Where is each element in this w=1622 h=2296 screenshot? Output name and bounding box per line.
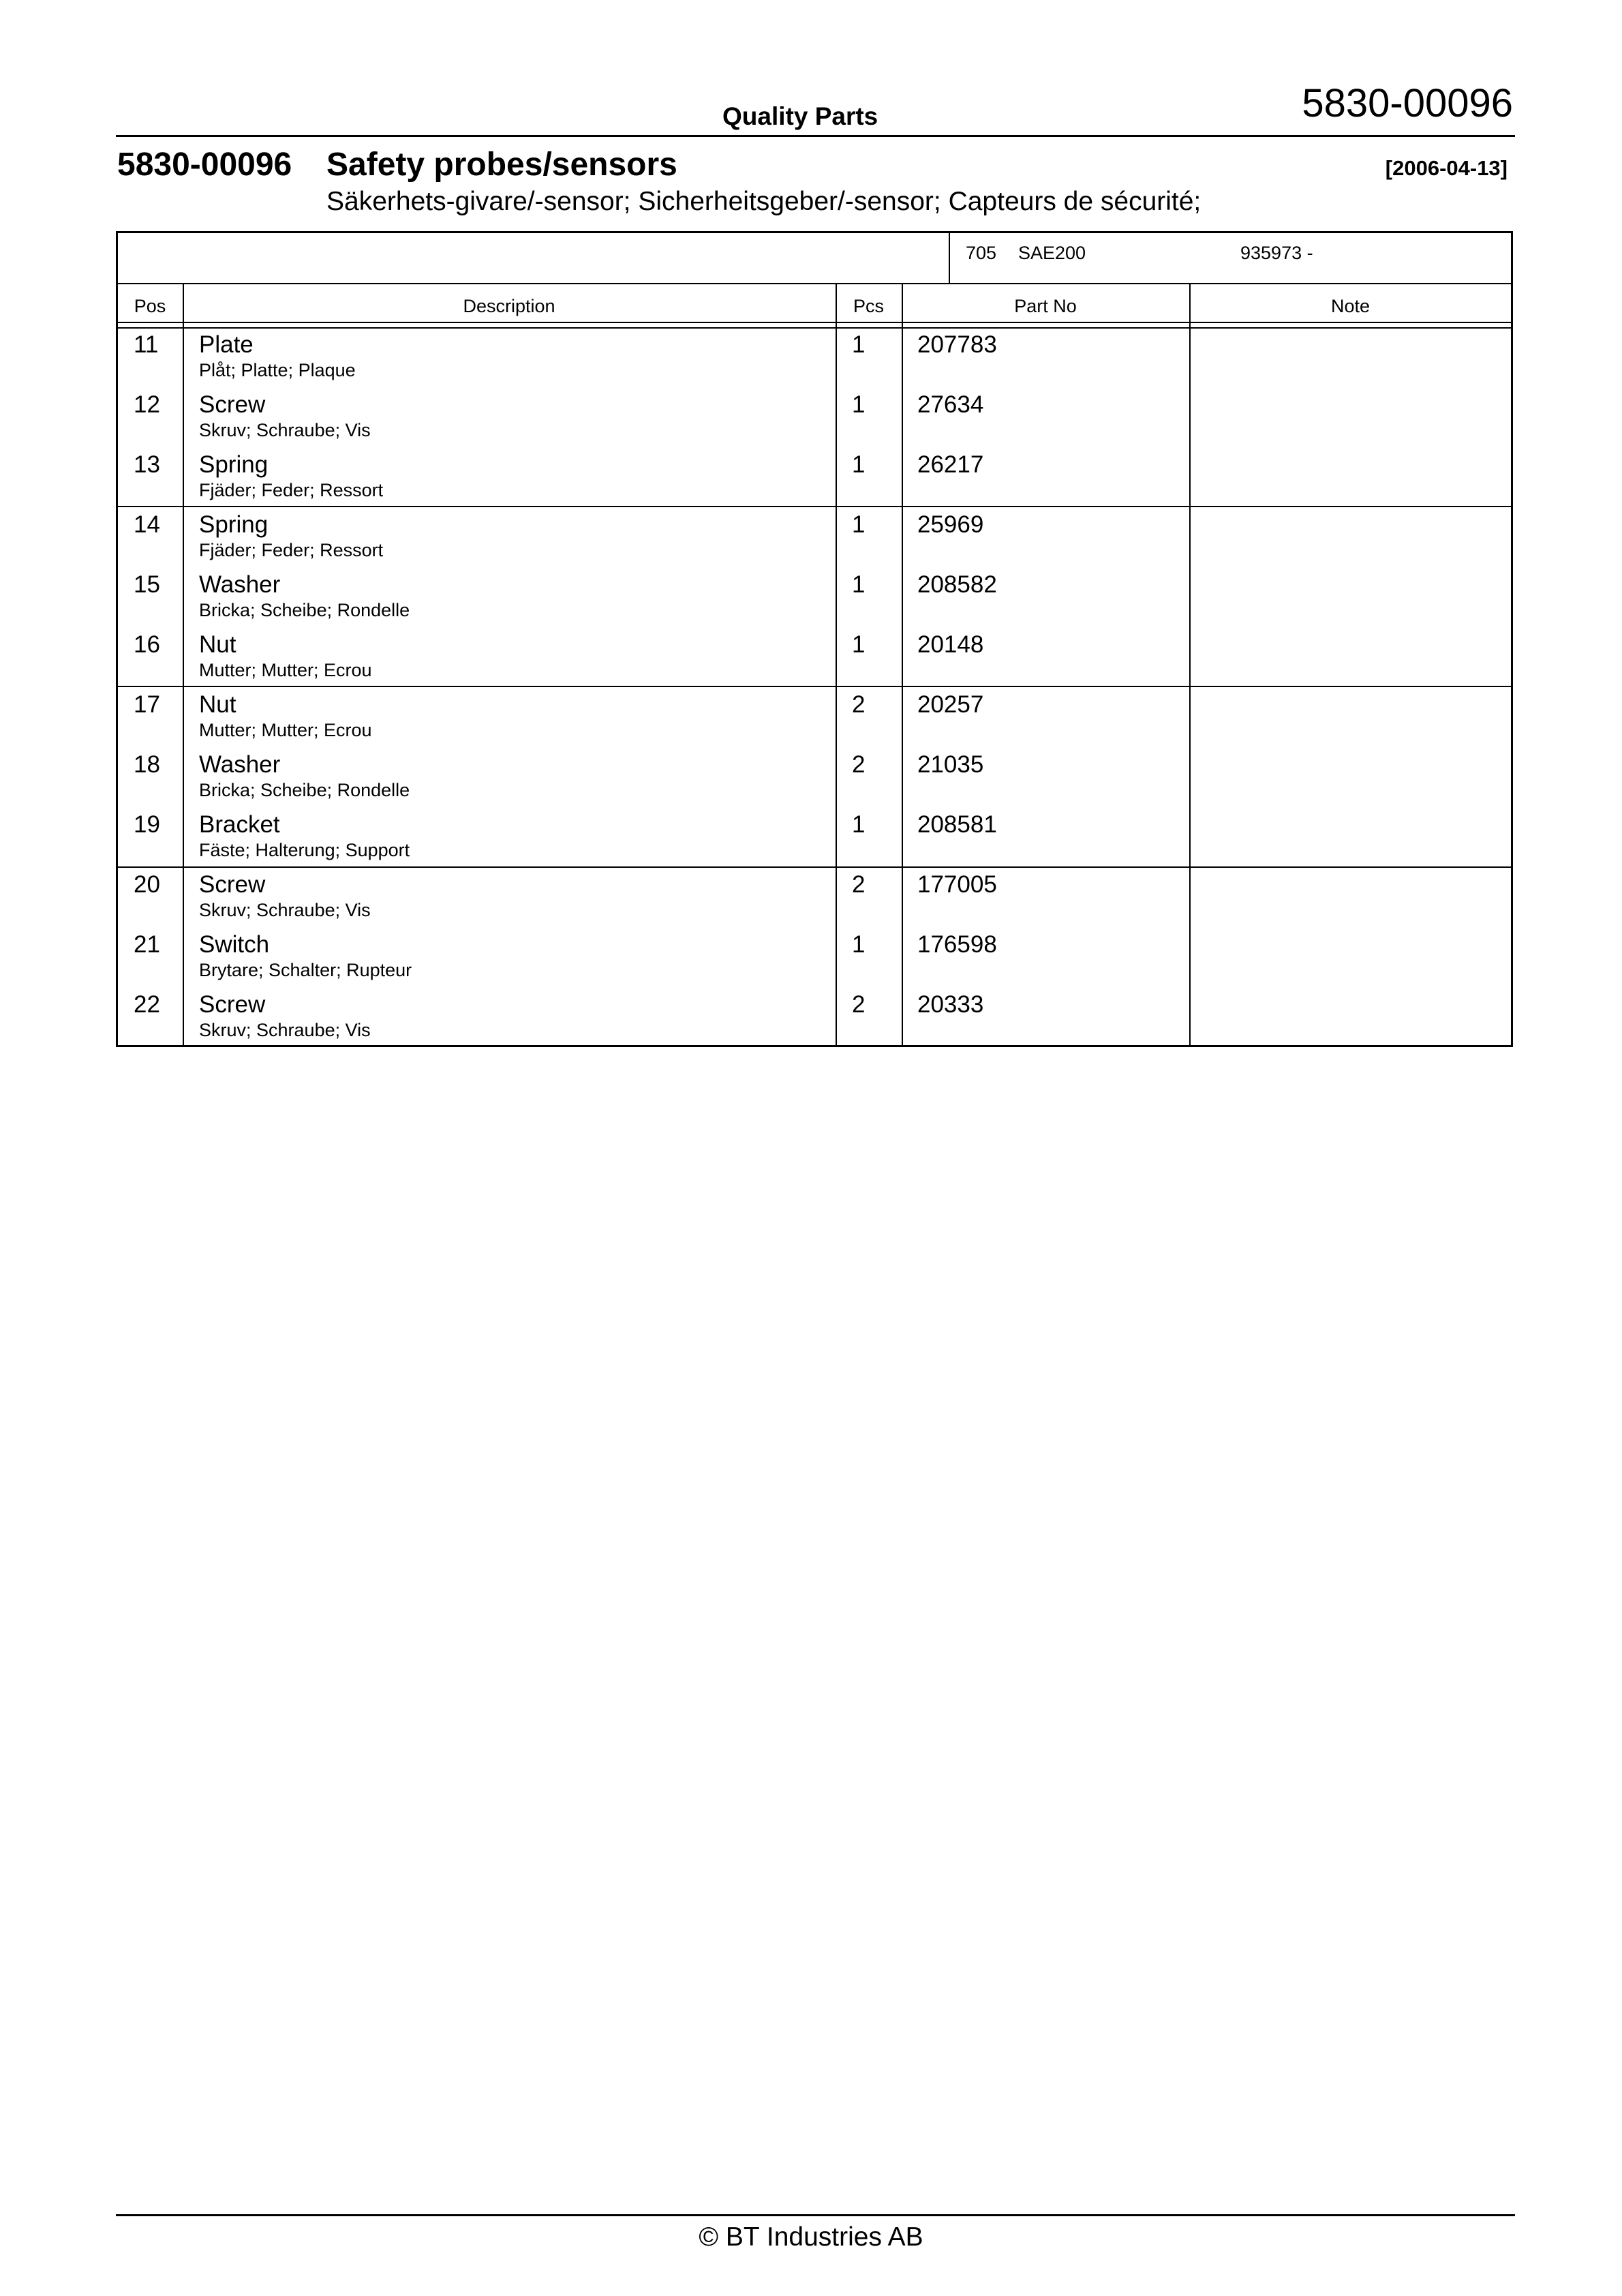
row-part-no: 208582 [917, 571, 997, 598]
row-translation: Plåt; Platte; Plaque [199, 360, 356, 380]
row-pcs: 1 [852, 331, 866, 358]
row-translation: Skruv; Schraube; Vis [199, 1020, 371, 1040]
row-part-no: 207783 [917, 331, 997, 358]
row-translation: Brytare; Schalter; Rupteur [199, 960, 412, 980]
row-part-no: 26217 [917, 451, 984, 478]
row-translation: Fjäder; Feder; Ressort [199, 480, 384, 500]
row-pcs: 1 [852, 511, 866, 538]
row-part-no: 208581 [917, 811, 997, 838]
row-description: Washer [199, 571, 281, 598]
row-description: Spring [199, 511, 269, 538]
row-description: Bracket [199, 811, 280, 838]
row-pcs: 1 [852, 571, 866, 598]
row-translation: Mutter; Mutter; Ecrou [199, 720, 372, 740]
column-header-divider [117, 322, 1512, 323]
footer-copyright: © BT Industries AB [699, 2222, 923, 2252]
column-header-pos: Pos [134, 296, 166, 316]
row-part-no: 176598 [917, 931, 997, 958]
row-part-no: 177005 [917, 871, 997, 898]
section-code: 5830-00096 [117, 147, 292, 183]
column-header-note: Note [1330, 296, 1371, 316]
page-header-title: Quality Parts [722, 102, 878, 130]
column-header-part-no: Part No [1014, 296, 1077, 316]
row-translation: Skruv; Schraube; Vis [199, 900, 371, 920]
model-name: SAE200 [1018, 243, 1086, 263]
row-pcs: 2 [852, 871, 866, 898]
column-divider-part-no [1189, 283, 1191, 1046]
parts-table [116, 231, 1513, 1047]
row-translation: Fjäder; Feder; Ressort [199, 540, 384, 560]
row-part-no: 25969 [917, 511, 984, 538]
row-pos: 11 [134, 331, 159, 358]
row-pcs: 1 [852, 391, 866, 418]
row-description: Screw [199, 871, 266, 898]
row-description: Switch [199, 931, 270, 958]
row-pcs: 1 [852, 931, 866, 958]
model-row-divider [117, 283, 1512, 284]
row-part-no: 20148 [917, 631, 984, 658]
row-translation: Mutter; Mutter; Ecrou [199, 660, 372, 680]
model-cell-divider [949, 232, 950, 283]
column-header-description: Description [463, 296, 555, 316]
model-number: 705 [966, 243, 997, 263]
row-pos: 17 [134, 691, 160, 718]
row-translation: Fäste; Halterung; Support [199, 840, 410, 860]
group-divider [117, 686, 1512, 687]
row-pos: 13 [134, 451, 160, 478]
row-pos: 12 [134, 391, 160, 418]
page-doc-number: 5830-00096 [1302, 81, 1513, 125]
model-serial: 935973 - [1240, 243, 1313, 263]
section-title: Safety probes/sensors [326, 147, 677, 183]
column-header-pcs: Pcs [853, 296, 884, 316]
group-divider [117, 506, 1512, 507]
row-pos: 21 [134, 931, 160, 958]
row-pcs: 2 [852, 691, 866, 718]
row-description: Washer [199, 751, 281, 778]
row-description: Screw [199, 991, 266, 1018]
row-description: Nut [199, 631, 236, 658]
row-translation: Bricka; Scheibe; Rondelle [199, 780, 410, 800]
column-divider-pcs [902, 283, 903, 1046]
row-pos: 20 [134, 871, 160, 898]
row-description: Plate [199, 331, 254, 358]
row-translation: Bricka; Scheibe; Rondelle [199, 600, 410, 620]
row-description: Nut [199, 691, 236, 718]
section-subtitle: Säkerhets-givare/-sensor; Sicherheitsgeber/-sensor; Capteurs de sécurité; [326, 187, 1202, 216]
section-date: [2006-04-13] [1385, 156, 1508, 180]
header-divider [116, 135, 1515, 137]
row-part-no: 20333 [917, 991, 984, 1018]
column-divider-pos [183, 283, 184, 1046]
row-pos: 15 [134, 571, 160, 598]
row-pcs: 1 [852, 811, 866, 838]
row-pos: 22 [134, 991, 160, 1018]
row-pcs: 1 [852, 451, 866, 478]
row-pos: 18 [134, 751, 160, 778]
row-pos: 14 [134, 511, 160, 538]
column-divider-description [836, 283, 837, 1046]
row-part-no: 27634 [917, 391, 984, 418]
column-header-divider-2 [117, 327, 1512, 329]
row-part-no: 21035 [917, 751, 984, 778]
group-divider [117, 866, 1512, 868]
row-part-no: 20257 [917, 691, 984, 718]
row-pcs: 2 [852, 991, 866, 1018]
row-description: Spring [199, 451, 269, 478]
row-pcs: 1 [852, 631, 866, 658]
row-pos: 19 [134, 811, 160, 838]
row-pos: 16 [134, 631, 160, 658]
row-description: Screw [199, 391, 266, 418]
row-translation: Skruv; Schraube; Vis [199, 420, 371, 440]
footer-divider [116, 2214, 1515, 2216]
row-pcs: 2 [852, 751, 866, 778]
